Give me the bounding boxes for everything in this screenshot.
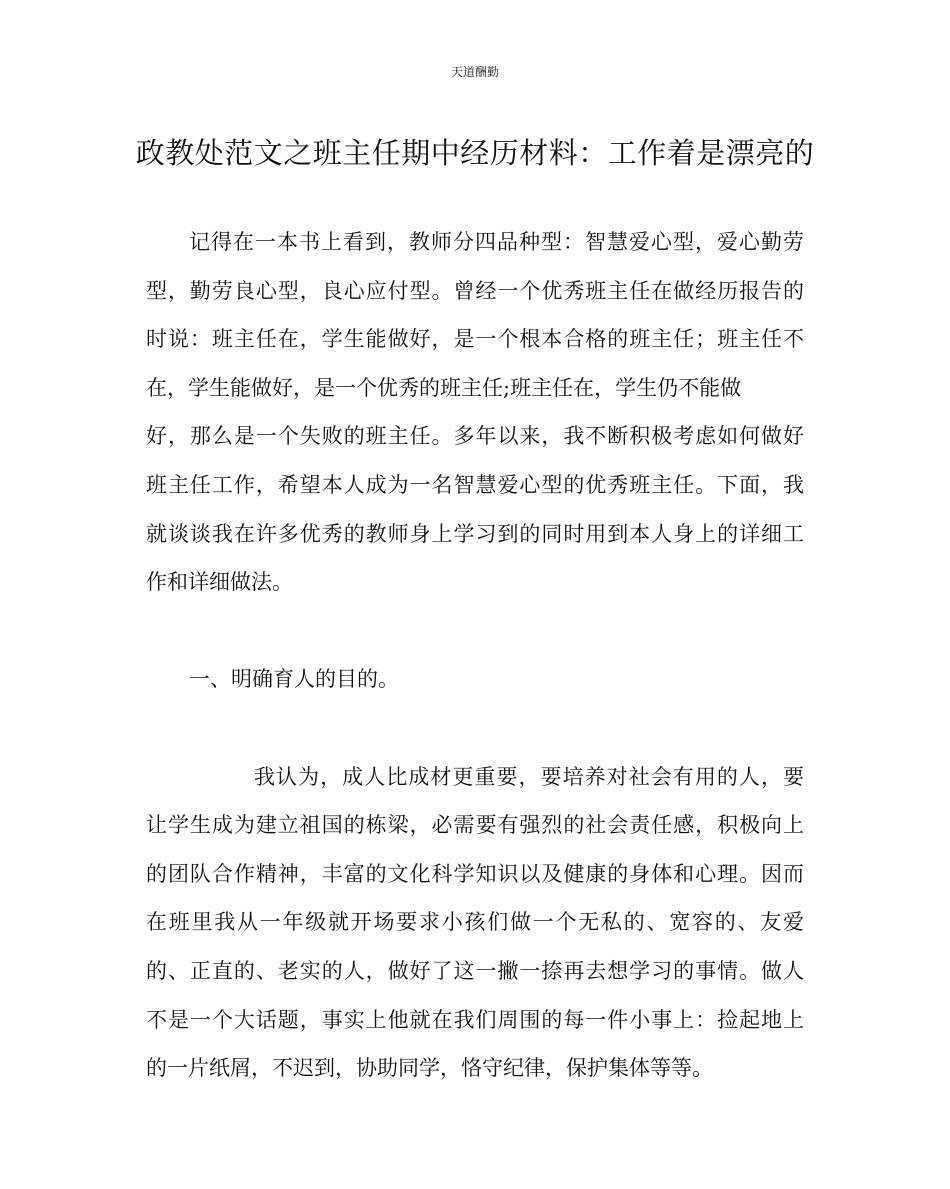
paragraph-spacer	[146, 704, 804, 753]
paragraph-line: 在，学生能做好，是一个优秀的班主任;班主任在，学生仍不能做	[146, 375, 742, 400]
paragraph-line: 班主任工作，希望本人成为一名智慧爱心型的优秀班主任。下面，我	[146, 472, 804, 497]
paragraph-2	[146, 753, 804, 1093]
paragraph-1	[146, 218, 804, 607]
paragraph-line: 的、正直的、老实的人，做好了这一撇一捺再去想学习的事情。做人	[146, 958, 804, 983]
page-title: 政教处范文之班主任期中经历材料：工作着是漂亮的	[135, 136, 815, 170]
header-mark: 天道酬勤	[450, 65, 499, 79]
document-body	[146, 218, 804, 1093]
paragraph-line: 就谈谈我在许多优秀的教师身上学习到的同时用到本人身上的详细工	[146, 521, 804, 546]
paragraph-line: 不是一个大话题，事实上他就在我们周围的每一件小事上：捡起地上	[146, 1007, 804, 1032]
paragraph-line: 型，勤劳良心型，良心应付型。曾经一个优秀班主任在做经历报告的	[146, 278, 804, 303]
section-heading: 一、明确育人的目的。	[189, 667, 399, 692]
paragraph-line: 时说：班主任在，学生能做好，是一个根本合格的班主任；班主任不	[146, 327, 804, 352]
paragraph-line: 让学生成为建立祖国的栋梁，必需要有强烈的社会责任感，积极向上	[146, 813, 804, 838]
paragraph-line: 我认为，成人比成材更重要，要培养对社会有用的人，要	[254, 764, 804, 789]
paragraph-spacer	[146, 607, 804, 656]
paragraph-line: 的团队合作精神，丰富的文化科学知识以及健康的身体和心理。因而	[146, 861, 804, 886]
paragraph-line: 作和详细做法。	[146, 570, 293, 595]
paragraph-line: 记得在一本书上看到，教师分四品种型：智慧爱心型，爱心勤劳	[189, 230, 804, 254]
paragraph-line: 好，那么是一个失败的班主任。多年以来，我不断积极考虑如何做好	[146, 424, 804, 449]
paragraph-line: 的一片纸屑，不迟到，协助同学，恪守纪律，保护集体等等。	[146, 1056, 713, 1081]
paragraph-line: 在班里我从一年级就开场要求小孩们做一个无私的、宽容的、友爱	[146, 910, 804, 935]
